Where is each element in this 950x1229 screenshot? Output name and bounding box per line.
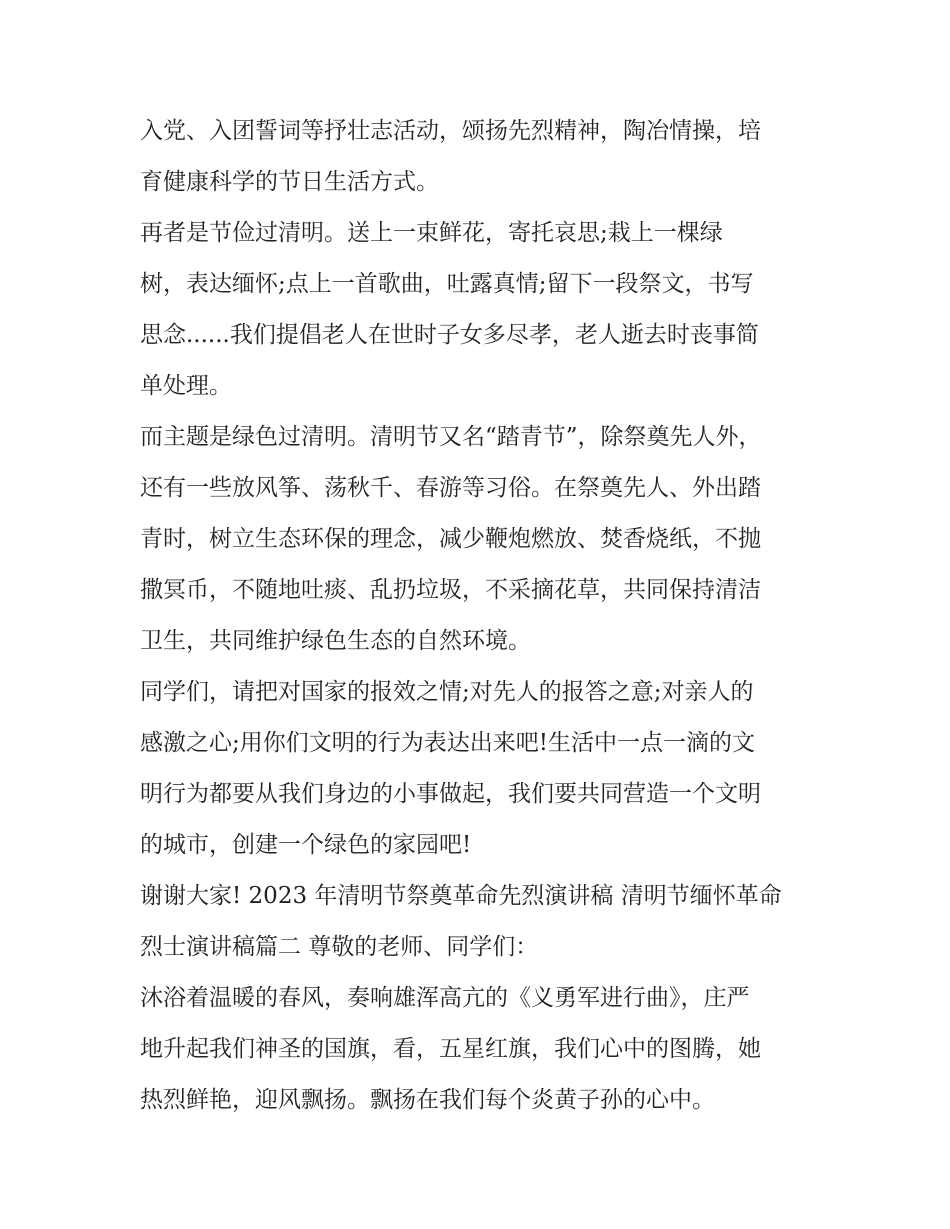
text-line: 沐浴着温暖的春风，奏响雄浑高亢的《义勇军进行曲》，庄严 <box>140 985 750 1011</box>
text-line: 撒冥币，不随地吐痰、乱扔垃圾，不采摘花草，共同保持清洁 <box>140 577 761 603</box>
text-line: 再者是节俭过清明。送上一束鲜花，寄托哀思;栽上一棵绿 <box>140 220 723 246</box>
text-line: 同学们，请把对国家的报效之情;对先人的报答之意;对亲人的 <box>140 679 754 705</box>
text-line: 单处理。 <box>140 373 232 399</box>
text-line: 地升起我们神圣的国旗，看，五星红旗，我们心中的图腾，她 <box>140 1036 761 1062</box>
text-line: 烈士演讲稿篇二 尊敬的老师、同学们： <box>140 934 539 960</box>
text-line: 明行为都要从我们身边的小事做起，我们要共同营造一个文明 <box>140 781 761 807</box>
text-line: 青时，树立生态环保的理念，减少鞭炮燃放、焚香烧纸，不抛 <box>140 526 761 552</box>
text-line: 卫生，共同维护绿色生态的自然环境。 <box>140 628 531 654</box>
text-line: 入党、入团誓词等抒壮志活动，颂扬先烈精神，陶冶情操，培 <box>140 118 761 144</box>
text-line: 树，表达缅怀;点上一首歌曲，吐露真情;留下一段祭文，书写 <box>140 271 754 297</box>
text-line: 还有一些放风筝、荡秋千、春游等习俗。在祭奠先人、外出踏 <box>140 475 761 501</box>
text-line: 热烈鲜艳，迎风飘扬。飘扬在我们每个炎黄子孙的心中。 <box>140 1087 715 1113</box>
text-line: 思念......我们提倡老人在世时子女多尽孝，老人逝去时丧事简 <box>140 322 759 348</box>
text-line: 谢谢大家! 2023 年清明节祭奠革命先烈演讲稿 清明节缅怀革命 <box>140 883 782 909</box>
text-line: 的城市，创建一个绿色的家园吧! <box>140 832 472 858</box>
text-line: 育健康科学的节日生活方式。 <box>140 169 439 195</box>
document-body <box>140 106 820 1126</box>
text-line: 而主题是绿色过清明。清明节又名“踏青节”，除祭奠先人外， <box>140 424 762 450</box>
text-line: 感激之心;用你们文明的行为表达出来吧!生活中一点一滴的文 <box>140 730 755 756</box>
